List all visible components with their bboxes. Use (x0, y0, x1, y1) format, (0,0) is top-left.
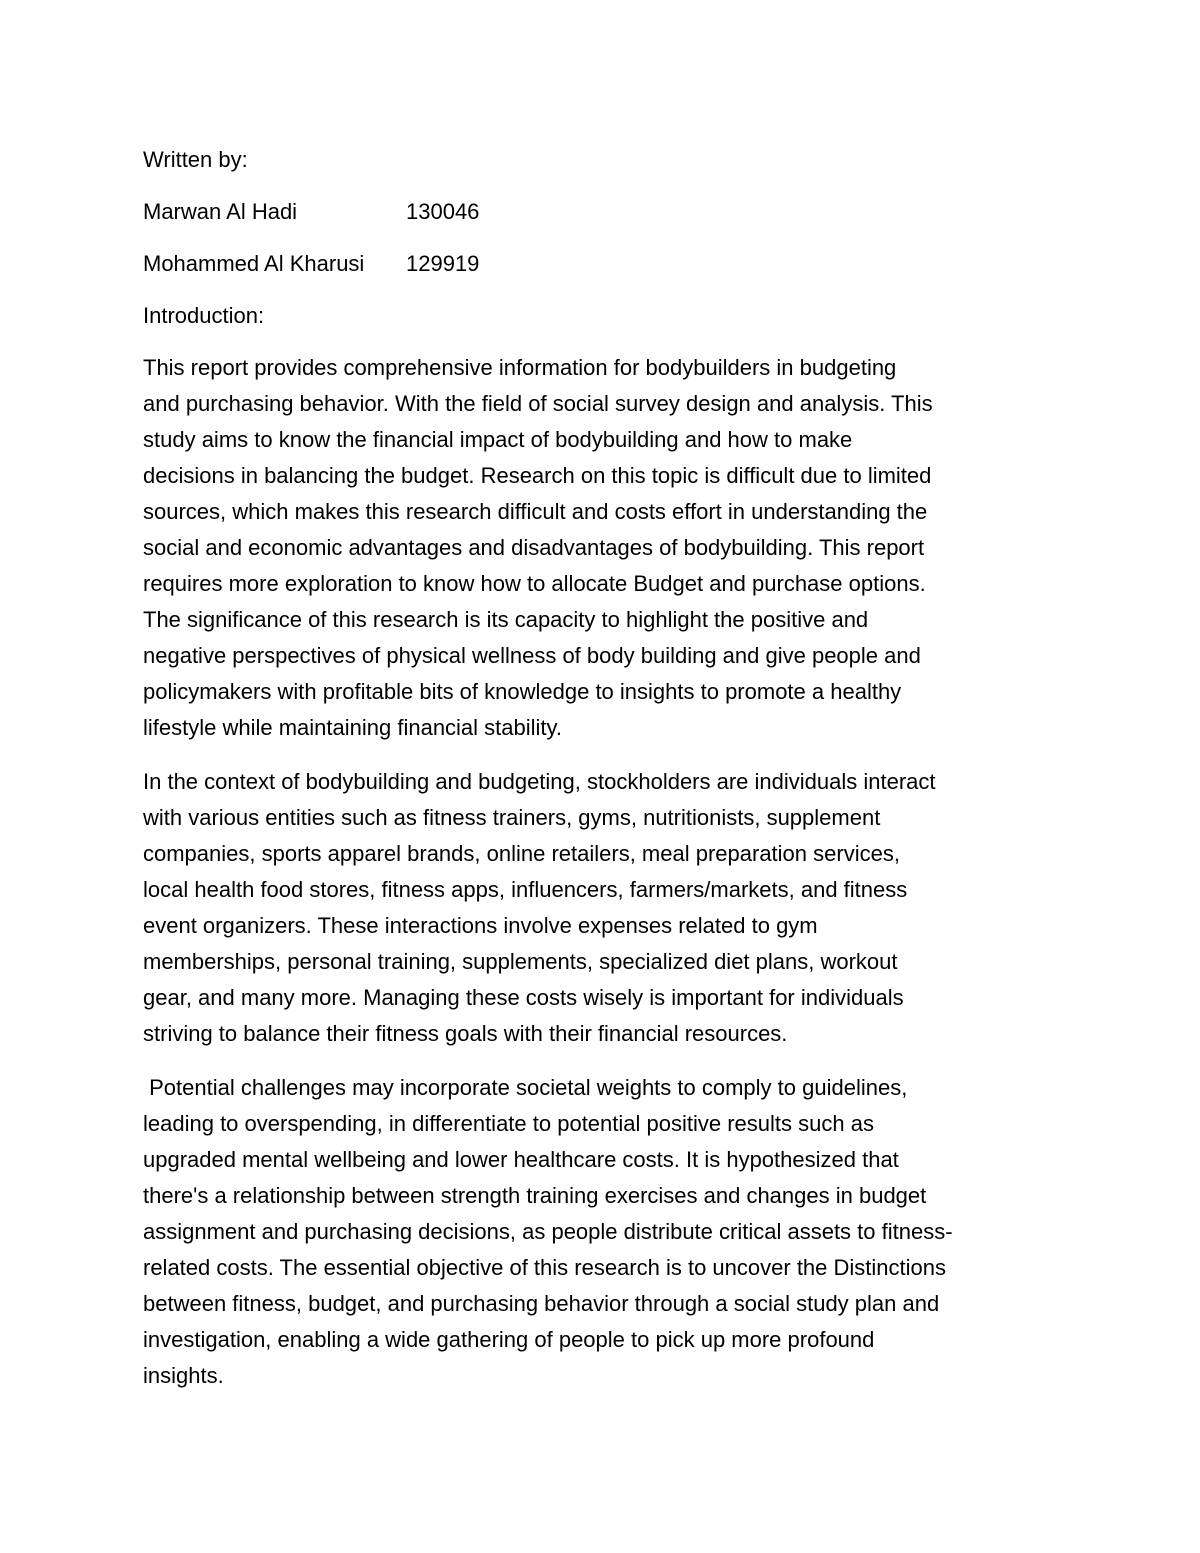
paragraph-line: requires more exploration to know how to allocate Budget and purchase options. (143, 571, 926, 596)
paragraph-line: related costs. The essential objective of this research is to uncover the Distinctions (143, 1255, 946, 1280)
paragraph-line: leading to overspending, in differentiate to potential positive results such as (143, 1111, 874, 1136)
paragraph-line: Potential challenges may incorporate societal weights to comply to guidelines, (143, 1075, 908, 1100)
paragraph-line: gear, and many more. Managing these costs wisely is important for individuals (143, 985, 904, 1010)
paragraph-line: striving to balance their fitness goals with their financial resources. (143, 1021, 788, 1046)
written-by-label: Written by: (143, 147, 248, 172)
paragraph-line: between fitness, budget, and purchasing behavior through a social study plan and (143, 1291, 940, 1316)
paragraph-line: study aims to know the financial impact of bodybuilding and how to make (143, 427, 853, 452)
paragraph-line: local health food stores, fitness apps, influencers, farmers/markets, and fitness (143, 877, 908, 902)
paragraph-line: policymakers with profitable bits of knowledge to insights to promote a healthy (143, 679, 902, 704)
paragraph-line: sources, which makes this research difficult and costs effort in understanding the (143, 499, 928, 524)
paragraph-line: there's a relationship between strength training exercises and changes in budget (143, 1183, 927, 1208)
paragraph-line: The significance of this research is its capacity to highlight the positive and (143, 607, 869, 632)
author-row (143, 194, 1073, 230)
paragraph-line: investigation, enabling a wide gathering of people to pick up more profound (143, 1327, 875, 1352)
body-paragraph (143, 350, 1073, 746)
body-paragraph (143, 1070, 1073, 1394)
author-row (143, 246, 1073, 282)
author-name: Marwan Al Hadi (143, 199, 298, 224)
paragraph-line: This report provides comprehensive information for bodybuilders in budgeting (143, 355, 897, 380)
paragraph-line: companies, sports apparel brands, online retailers, meal preparation services, (143, 841, 900, 866)
paragraph-line: with various entities such as fitness trainers, gyms, nutritionists, supplement (143, 805, 881, 830)
paragraph-line: negative perspectives of physical wellness of body building and give people and (143, 643, 921, 668)
introduction-heading: Introduction: (143, 303, 265, 328)
paragraph-line: decisions in balancing the budget. Research on this topic is difficult due to limited (143, 463, 932, 488)
paragraph-line: event organizers. These interactions involve expenses related to gym (143, 913, 818, 938)
paragraph-line: insights. (143, 1363, 224, 1388)
paragraph-line: upgraded mental wellbeing and lower healthcare costs. It is hypothesized that (143, 1147, 899, 1172)
document-body (143, 142, 1073, 1412)
author-id: 129919 (406, 251, 480, 276)
paragraph-line: and purchasing behavior. With the field of social survey design and analysis. This (143, 391, 933, 416)
paragraph-line: assignment and purchasing decisions, as people distribute critical assets to fitness- (143, 1219, 953, 1244)
author-name: Mohammed Al Kharusi (143, 251, 365, 276)
paragraph-line: lifestyle while maintaining financial stability. (143, 715, 563, 740)
author-id: 130046 (406, 199, 480, 224)
paragraph-line: In the context of bodybuilding and budgeting, stockholders are individuals interact (143, 769, 936, 794)
paragraphs-container (143, 350, 1073, 1394)
body-paragraph (143, 764, 1073, 1052)
paragraph-line: social and economic advantages and disadvantages of bodybuilding. This report (143, 535, 925, 560)
paragraph-line: memberships, personal training, supplements, specialized diet plans, workout (143, 949, 898, 974)
